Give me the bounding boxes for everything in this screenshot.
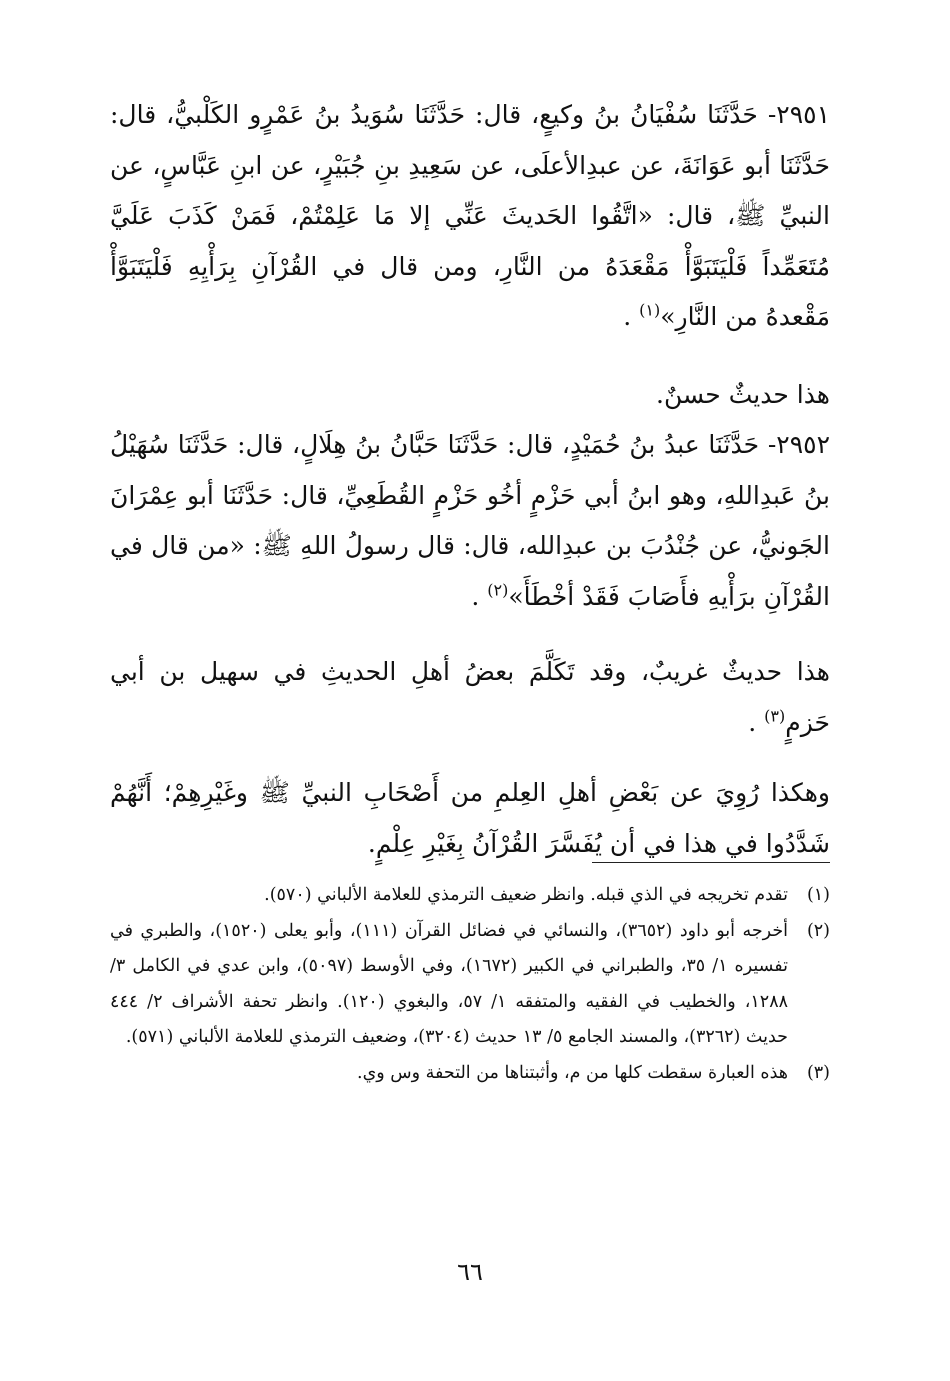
page-number: ٦٦ <box>457 1258 483 1286</box>
grade-2952 <box>110 647 830 748</box>
footnote-1 <box>110 878 830 914</box>
footnote-text: هذه العبارة سقطت كلها من م، وأثبتناها من التحفة وس وي. <box>357 1062 788 1083</box>
hadith-2952-end: . <box>471 581 488 611</box>
footnote-text: أخرجه أبو داود (٣٦٥٢)، والنسائي في فضائل القرآن (١١١)، وأبو يعلى (١٥٢٠)، والطبري في تفسيره ١/ ٣٥، والطبراني في الكبير (١٦٧٢)، وفي الأوسط (٥٠٩٧)، وابن عدي في الكامل ٣/ ١٢٨٨، والخطيب في الفقيه والمتفقه ١/ ٥٧، والبغوي (١٢٠). وانظر تحفة الأشراف ٢/ ٤٤٤ حديث (٣٢٦٢)، والمسند الجامع ٥/ ١٣ حديث (٣٢٠٤)، وضعيف الترمذي للعلامة الألباني (٥٧١). <box>110 920 789 1047</box>
footnote-3 <box>110 1056 830 1092</box>
footnote-number: (٢) <box>806 920 830 941</box>
hadith-2952-text: ٢٩٥٢- حَدَّثَنَا عبدُ بنُ حُمَيْدٍ، قال: حَدَّثَنَا حَبَّانُ بنُ هِلَالٍ، قال: حَدَّثَنَا سُهَيْلُ بنُ عَبدِاللهِ، وهو ابنُ أبي حَزْمٍ أخُو حَزْمٍ القُطَعِيِّ، قال: حَدَّثَنَا أبو عِمْرَانَ الجَونيُّ، عن جُنْدُبَ بن عبدِالله، قال: قال رسولُ اللهِ ﷺ: «من قال في القُرْآنِ برَأْيهِ فأَصَابَ فَقَدْ أخْطَأَ» <box>110 430 830 611</box>
footnote-ref-1: (١) <box>639 300 661 320</box>
hadith-2951 <box>110 90 830 343</box>
footnote-number: (٣) <box>806 1062 830 1083</box>
grade-2951: هذا حديثٌ حسنٌ. <box>656 380 830 409</box>
grade-2952-text: هذا حديثٌ غريبٌ، وقد تَكَلَّمَ بعضُ أهلِ الحديثِ في سهيل بن أبي حَزمٍ <box>110 657 830 737</box>
hadith-2952 <box>110 420 830 622</box>
grade-2952-end: . <box>748 707 765 737</box>
hadith-2951-text: ٢٩٥١- حَدَّثَنَا سُفْيَانُ بنُ وكيعٍ، قال: حَدَّثَنَا سُوَيدُ بنُ عَمْرٍو الكَلْبيُّ، قال: حَدَّثَنَا أبو عَوَانَةَ، عن عبدِالأعلَى، عن سَعِيدِ بنِ جُبَيْرٍ، عن ابنِ عَبَّاسٍ، عن النبيِّ ﷺ، قال: «اتَّقُوا الحَديثَ عَنِّي إلا مَا عَلِمْتُمْ، فَمَنْ كَذَبَ عَلَيَّ مُتَعَمِّداً فَلْيَتَبَوَّأْ مَقْعَدَهُ من النَّارِ، ومن قال في القُرْآنِ بِرَأْيِهِ فَلْيَتَبَوَّأْ مَقْعدهُ من النَّارِ» <box>110 100 830 331</box>
book-page <box>110 90 830 1370</box>
footnote-2 <box>110 914 830 1056</box>
footnote-text: تقدم تخريجه في الذي قبله. وانظر ضعيف الترمذي للعلامة الألباني (٥٧٠). <box>264 885 788 905</box>
hadith-2951-end: . <box>623 302 640 331</box>
footnote-ref-2: (٢) <box>487 580 509 600</box>
footnote-number: (١) <box>806 885 830 905</box>
closing-paragraph: وهكذا رُوِيَ عن بَعْضِ أهلِ العِلمِ من أَصْحَابِ النبيِّ ﷺ وغَيْرِهِمْ؛ أَنَّهُمْ شَدَّدُوا في هذا في أن يُفَسَّرَ القُرْآنُ بِغَيْرِ عِلْمٍ. <box>110 778 830 858</box>
footnote-ref-3: (٣) <box>764 706 786 726</box>
footnotes <box>110 878 830 1091</box>
footnote-divider <box>592 862 830 863</box>
